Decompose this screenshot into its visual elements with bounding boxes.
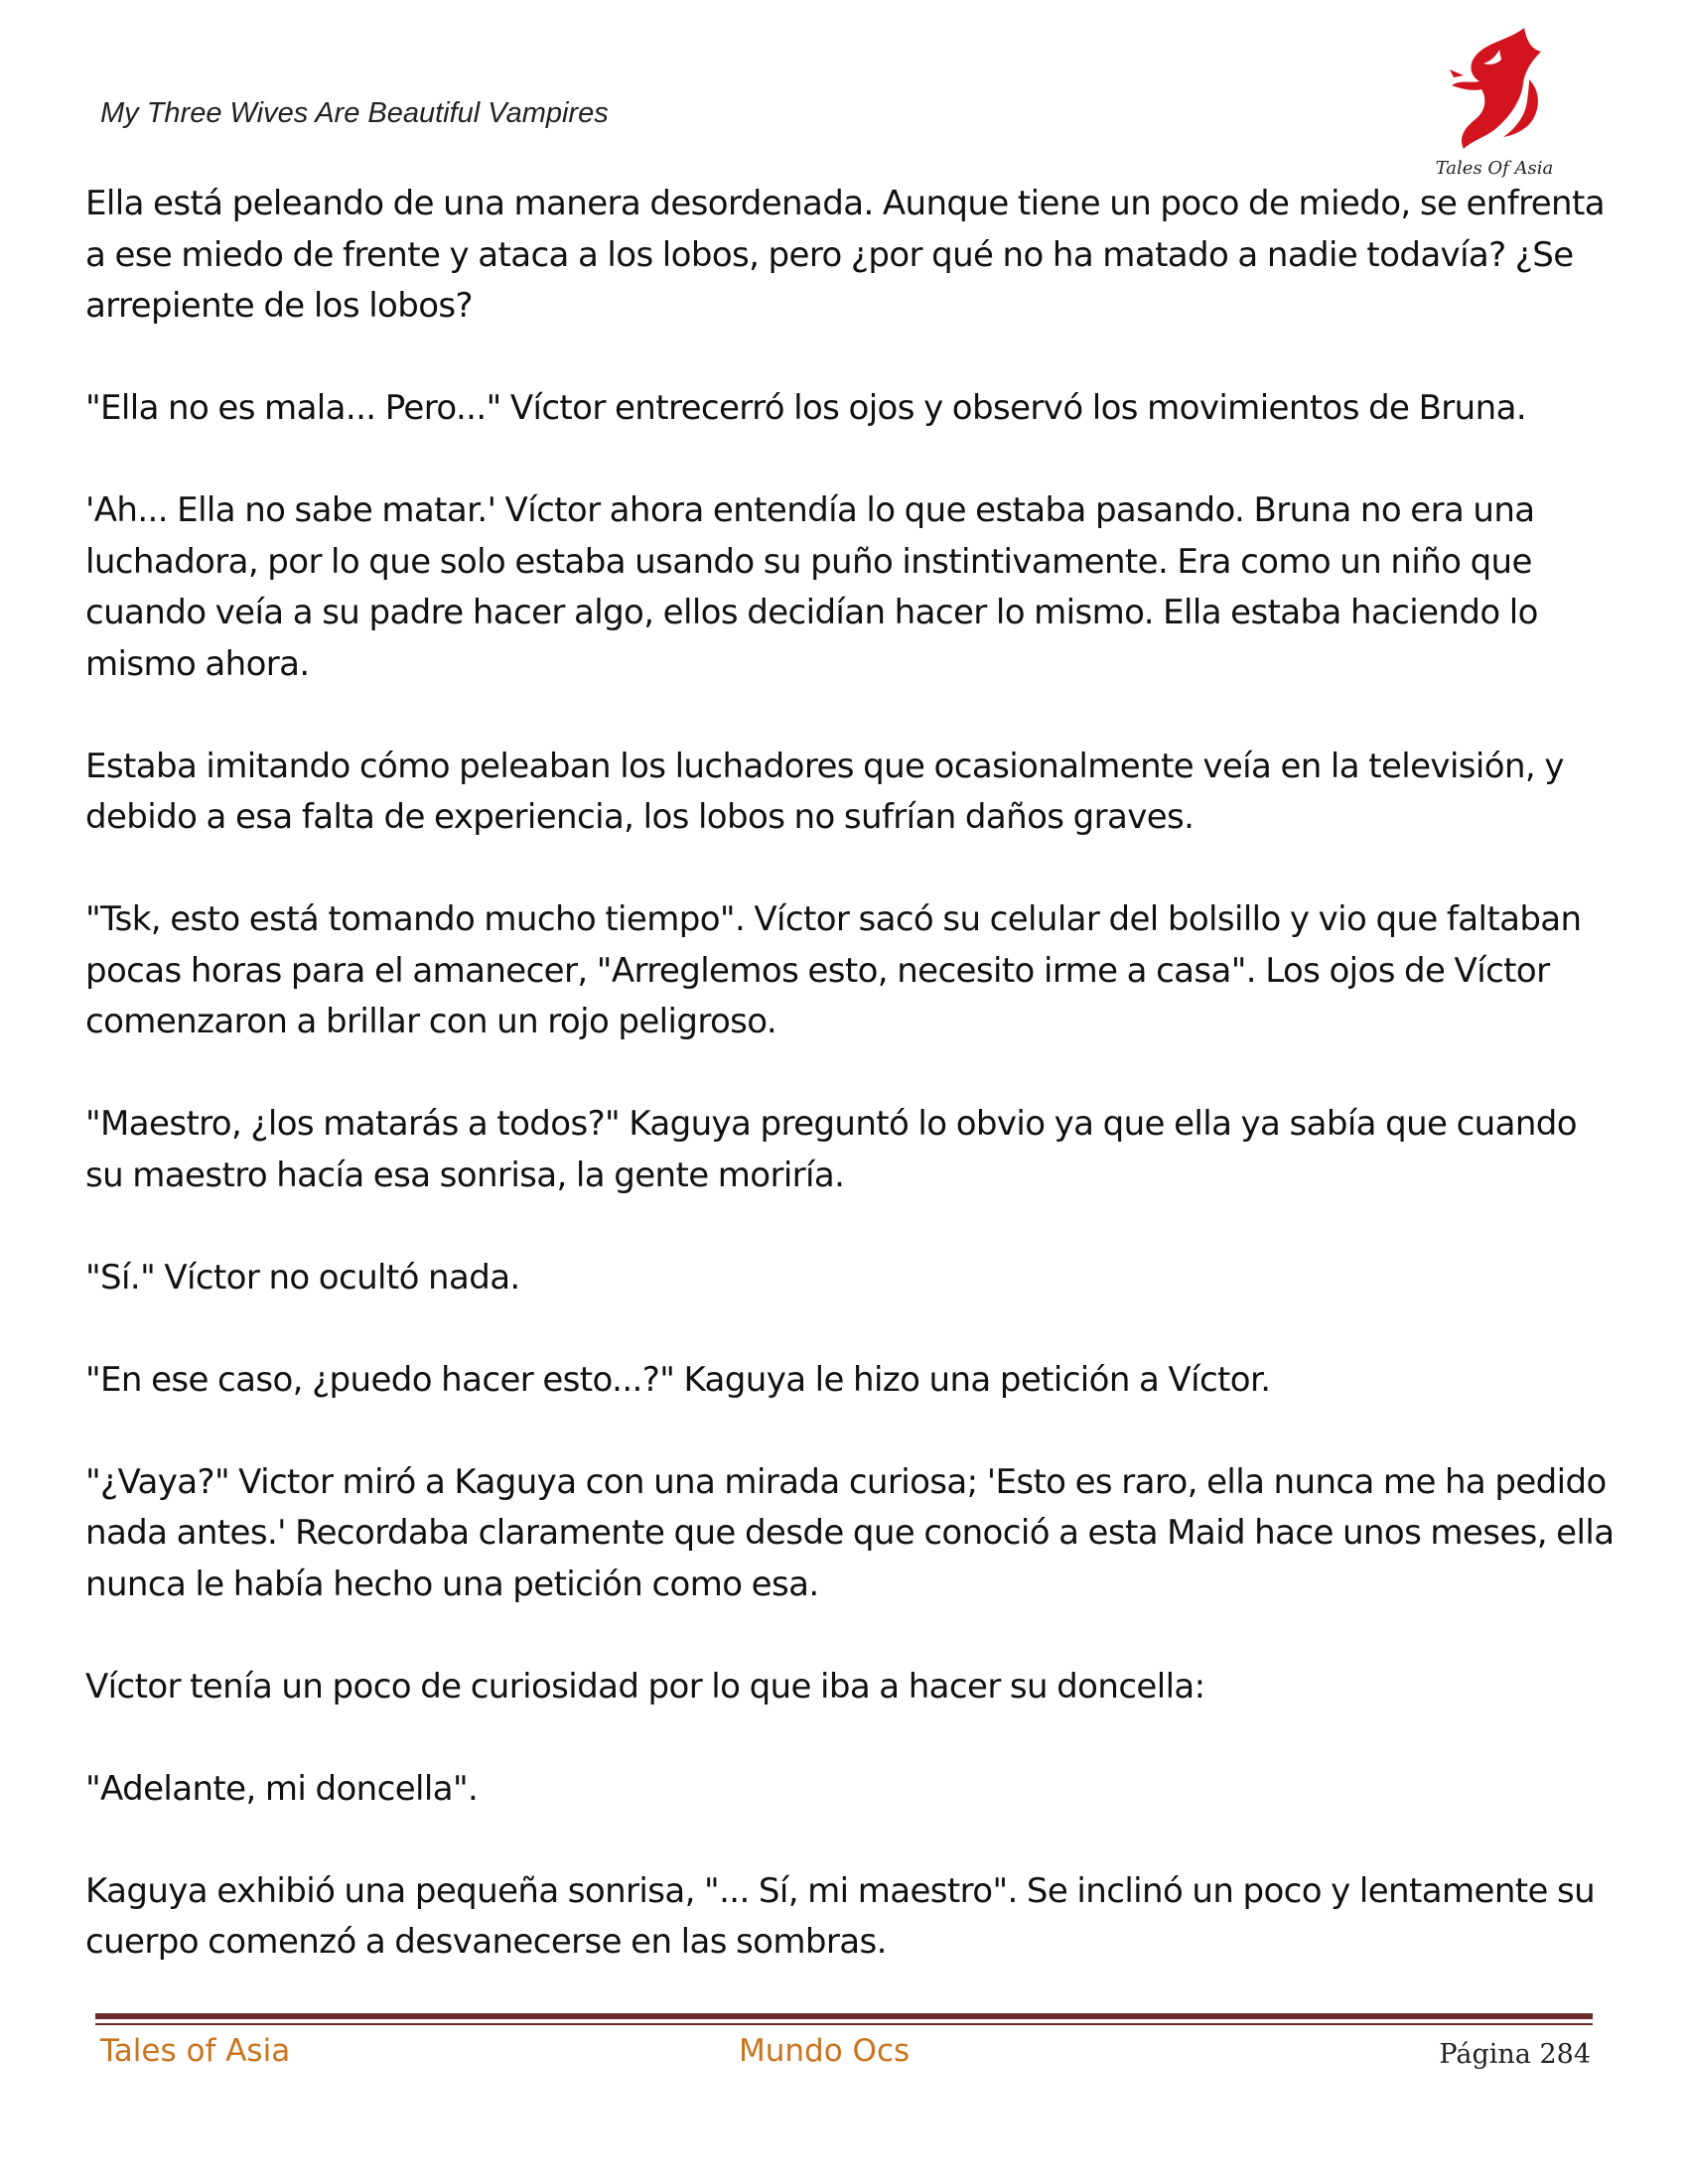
document-header-title: My Three Wives Are Beautiful Vampires [100, 97, 609, 129]
chapter-body [85, 179, 1615, 2019]
paragraph: "Tsk, esto está tomando mucho tiempo". Víctor sacó su celular del bolsillo y vio que faltaban pocas horas para el amanecer, "Arreglemos esto, necesito irme a casa". Los ojos de Víctor comenzaron a brillar con un rojo peligroso. [85, 899, 1582, 1041]
paragraph: "En ese caso, ¿puedo hacer esto...?" Kaguya le hizo una petición a Víctor. [85, 1359, 1271, 1400]
paragraph: Víctor tenía un poco de curiosidad por lo que iba a hacer su doncella: [85, 1666, 1205, 1706]
footer-divider-thin [95, 2023, 1593, 2025]
logo-caption: Tales Of Asia [1435, 158, 1554, 179]
paragraph: 'Ah... Ella no sabe matar.' Víctor ahora entendía lo que estaba pasando. Bruna no era una luchadora, por lo que solo estaba usando su puño instintivamente. Era como un niño que cuando veía a su padre hacer algo, ellos decidían hacer lo mismo. Ella estaba haciendo lo mismo ahora. [85, 490, 1538, 684]
footer-site-name: Tales of Asia [100, 2033, 291, 2069]
red-dragon-logo-icon [1430, 20, 1559, 159]
paragraph: "¿Vaya?" Victor miró a Kaguya con una mirada curiosa; 'Esto es raro, ella nunca me ha pedido nada antes.' Recordaba claramente que desde que conoció a esta Maid hace unos meses, ella nunca le había hecho una petición como esa. [85, 1461, 1615, 1604]
tales-of-asia-logo [1430, 20, 1559, 179]
paragraph: "Sí." Víctor no ocultó nada. [85, 1257, 520, 1297]
paragraph: "Adelante, mi doncella". [85, 1768, 479, 1809]
footer-divider-thick [95, 2013, 1593, 2019]
paragraph: "Maestro, ¿los matarás a todos?" Kaguya preguntó lo obvio ya que ella ya sabía que cuando su maestro hacía esa sonrisa, la gente moriría. [85, 1104, 1577, 1195]
paragraph: Estaba imitando cómo peleaban los luchadores que ocasionalmente veía en la televisión, y debido a esa falta de experiencia, los lobos no sufrían daños graves. [85, 746, 1564, 837]
paragraph: Ella está peleando de una manera desordenada. Aunque tiene un poco de miedo, se enfrenta a ese miedo de frente y ataca a los lobos, pero ¿por qué no ha matado a nadie todavía? ¿Se arrepiente de los lobos? [85, 184, 1605, 326]
page-number: Página 284 [1439, 2039, 1591, 2070]
paragraph: "Ella no es mala... Pero..." Víctor entrecerró los ojos y observó los movimientos de Bruna. [85, 388, 1527, 428]
footer-section-name: Mundo Ocs [739, 2033, 911, 2069]
paragraph: Kaguya exhibió una pequeña sonrisa, "... Sí, mi maestro". Se inclinó un poco y lentamente su cuerpo comenzó a desvanecerse en las sombras. [85, 1870, 1596, 1962]
